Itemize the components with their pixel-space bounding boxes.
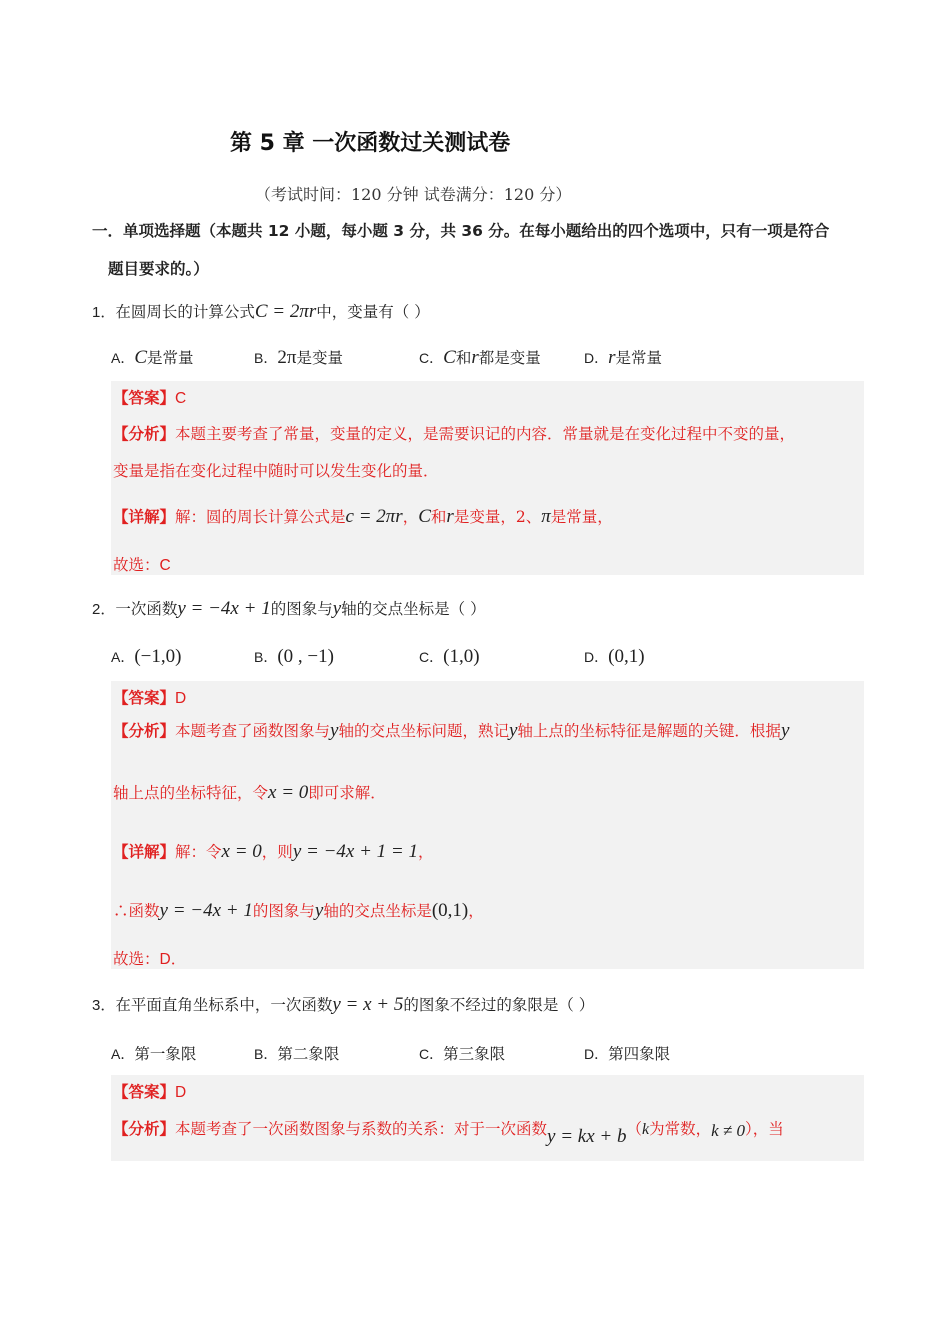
exam-info: （考试时间：120 分钟 试卷满分：120 分）: [255, 185, 572, 204]
question-number: 3．: [92, 997, 116, 1014]
option-c: C．C和r都是变量: [419, 347, 541, 368]
analysis-line-2: 变量是指在变化过程中随时可以发生变化的量．: [113, 462, 439, 480]
page-title: 第 5 章 一次函数过关测试卷: [230, 131, 511, 156]
therefore-line: ∴函数y = −4x + 1的图象与y轴的交点坐标是(0,1)，: [113, 900, 484, 921]
answer-box-1: [111, 381, 864, 575]
analysis-line: 【分析】本题考查了一次函数图象与系数的关系：对于一次函数y = kx + b（k为常数，k ≠ 0），当: [113, 1120, 784, 1147]
option-a: A．第一象限: [111, 1045, 197, 1063]
option-b: B．(0 , −1): [254, 646, 334, 667]
question-1: 1．在圆周长的计算公式C = 2πr中，变量有（ ）: [92, 301, 430, 322]
question-number: 1．: [92, 304, 116, 321]
option-b: B．2π是变量: [254, 347, 343, 368]
option-d: D．第四象限: [584, 1045, 671, 1063]
option-c: C．第三象限: [419, 1045, 506, 1063]
option-b: B．第二象限: [254, 1045, 340, 1063]
question-3: 3．在平面直角坐标系中，一次函数y = x + 5的图象不经过的象限是（ ）: [92, 994, 595, 1015]
option-c: C．(1,0): [419, 646, 480, 667]
analysis-line: 【分析】本题主要考查了常量，变量的定义，是需要识记的内容．常量就是在变化过程中不变的量，: [113, 425, 796, 443]
question-2: 2．一次函数y = −4x + 1的图象与y轴的交点坐标是（ ）: [92, 598, 486, 619]
section-heading-cont: 题目要求的。）: [108, 260, 209, 278]
question-number: 2．: [92, 601, 116, 618]
detail-line: 【详解】解：圆的周长计算公式是c = 2πr，C和r是变量，2、π是常量，: [113, 506, 613, 527]
answer-line: 【答案】D: [113, 1083, 187, 1101]
option-d: D．r是常量: [584, 347, 663, 368]
formula: y = x + 5: [332, 994, 404, 1015]
answer-line: 【答案】C: [113, 389, 187, 407]
conclusion-line: 故选：D．: [113, 951, 187, 968]
answer-line: 【答案】D: [113, 689, 187, 707]
analysis-line-2: 轴上点的坐标特征，令x = 0即可求解．: [113, 782, 386, 803]
answer-box-2: [111, 681, 864, 969]
answer-box-3: [111, 1075, 864, 1161]
detail-line: 【详解】解：令x = 0，则y = −4x + 1 = 1，: [113, 841, 434, 862]
formula: y = −4x + 1: [177, 598, 271, 619]
formula: C = 2πr: [254, 301, 317, 322]
analysis-line: 【分析】本题考查了函数图象与y轴的交点坐标问题，熟记y轴上点的坐标特征是解题的关键．根据y: [113, 720, 790, 741]
option-d: D．(0,1): [584, 646, 645, 667]
option-a: A．(−1,0): [111, 646, 182, 667]
conclusion-line: 故选：C: [113, 557, 171, 574]
option-a: A．C是常量: [111, 347, 194, 368]
section-heading: 一．单项选择题（本题共 12 小题，每小题 3 分，共 36 分。在每小题给出的四个选项中，只有一项是符合: [92, 222, 830, 240]
